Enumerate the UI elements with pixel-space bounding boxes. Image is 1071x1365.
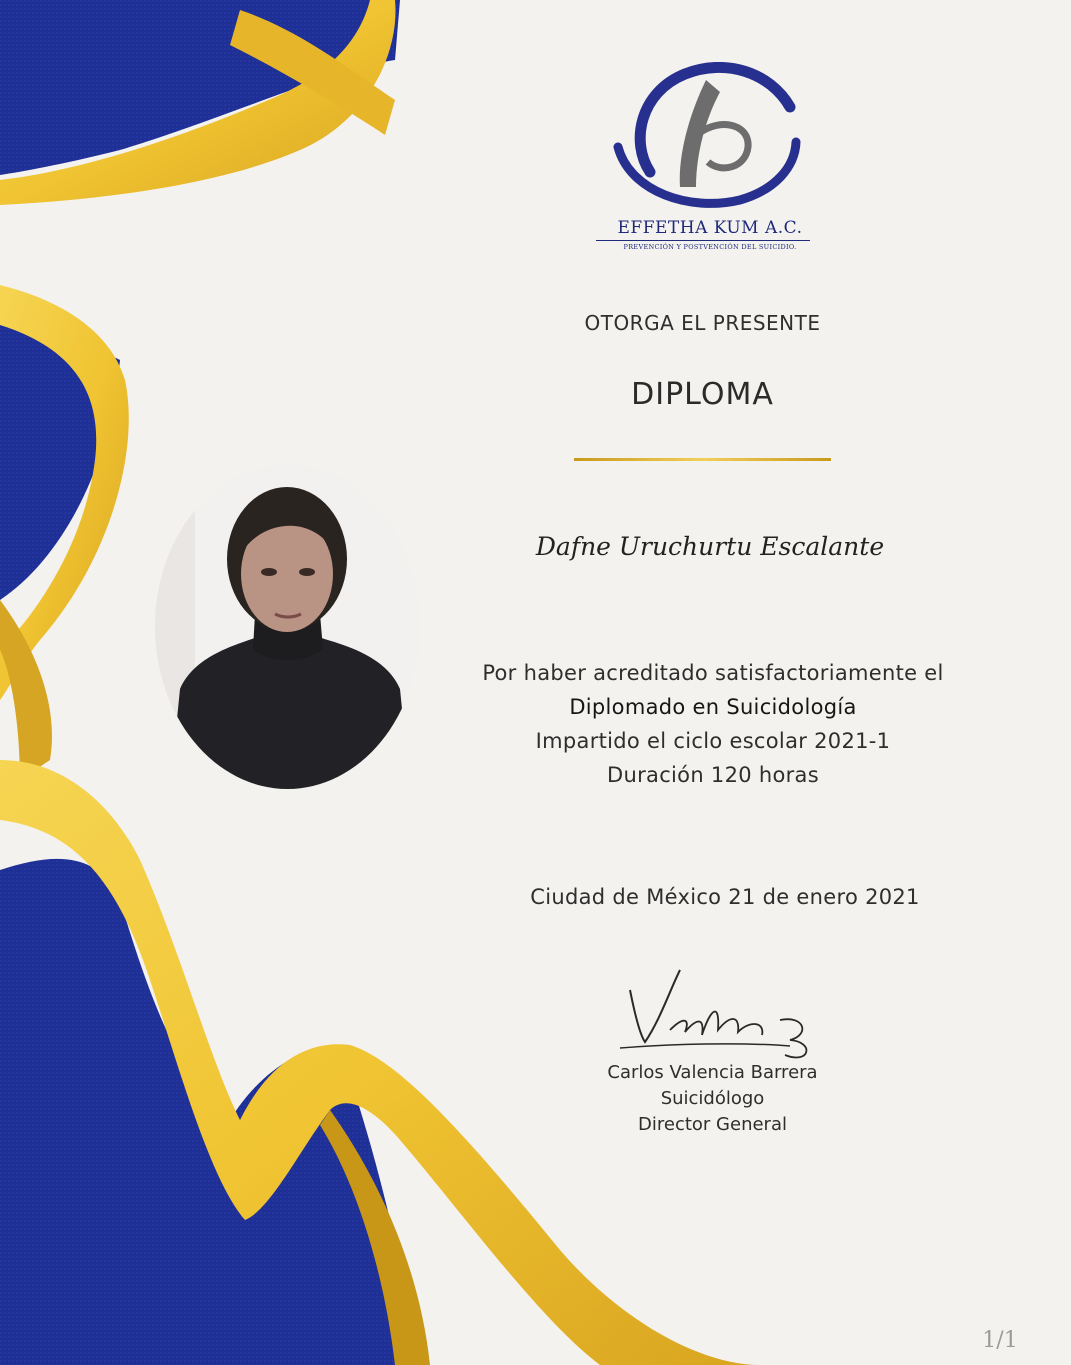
gold-divider	[574, 458, 831, 461]
signer-position: Director General	[638, 1114, 787, 1135]
page-number: 1/1	[982, 1328, 1018, 1353]
handwritten-signature	[590, 960, 820, 1070]
recipient-name: Dafne Uruchurtu Escalante	[535, 532, 885, 561]
portrait-image	[155, 464, 420, 789]
signer-name: Carlos Valencia Barrera	[607, 1062, 818, 1083]
grants-heading: OTORGA EL PRESENTE	[584, 311, 821, 335]
organization-logo	[610, 62, 802, 212]
diploma-title: DIPLOMA	[631, 377, 774, 412]
body-line-accreditation: Por haber acreditado satisfactoriamente el	[482, 661, 944, 685]
organization-name: EFFETHA KUM A.C.	[617, 218, 803, 238]
signer-block	[560, 1060, 865, 1138]
organization-tagline: PREVENCIÓN Y POSTVENCIÓN DEL SUICIDIO.	[623, 243, 797, 251]
body-line-cycle: Impartido el ciclo escolar 2021-1	[535, 729, 891, 753]
signer-role: Suicidólogo	[660, 1088, 765, 1109]
organization-underline	[596, 240, 810, 241]
body-line-duration: Duración 120 horas	[607, 763, 819, 787]
place-and-date: Ciudad de México 21 de enero 2021	[530, 885, 920, 909]
recipient-photo	[155, 464, 420, 789]
diploma-body	[420, 656, 1006, 792]
course-name: Diplomado en Suicidología	[569, 695, 857, 719]
